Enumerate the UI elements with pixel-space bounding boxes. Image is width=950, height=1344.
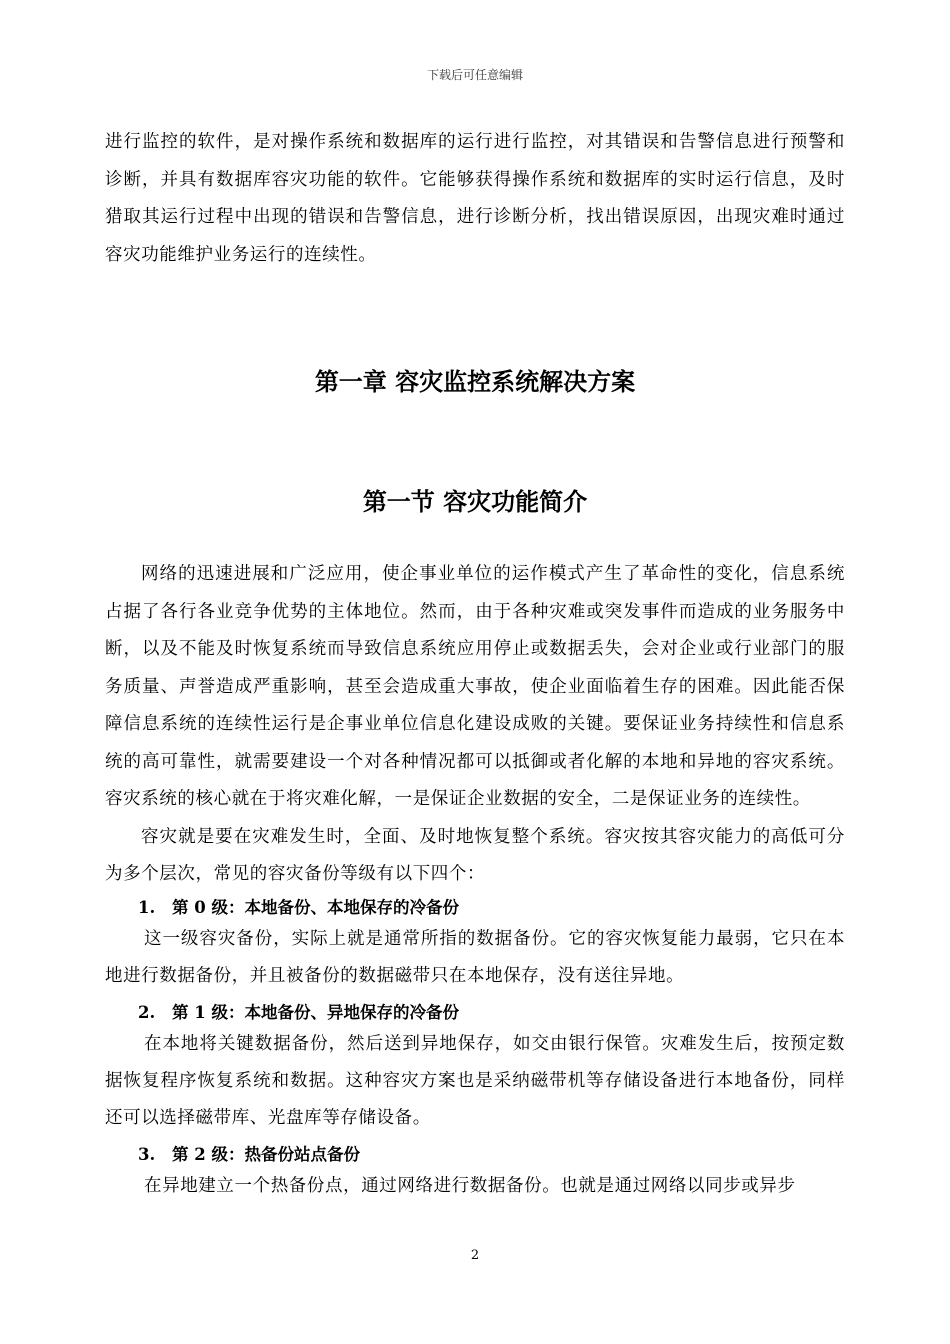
level-text-0: 这一级容灾备份，实际上就是通常所指的数据备份。它的容灾恢复能力最弱，它只在本地进行数据备份，并且被备份的数据磁带只在本地保存，没有送往异地。 bbox=[105, 928, 845, 986]
section-body bbox=[105, 556, 845, 1205]
level-number: 3. bbox=[138, 1144, 156, 1164]
intro-block bbox=[105, 124, 845, 274]
level-heading-2 bbox=[138, 1141, 845, 1168]
page-number: 2 bbox=[470, 1248, 480, 1263]
level-title: 第 2 级：热备份站点备份 bbox=[172, 1144, 360, 1164]
paragraph-1: 网络的迅速进展和广泛应用，使企事业单位的运作模式产生了革命性的变化，信息系统占据了各行各业竞争优势的主体地位。然而，由于各种灾难或突发事件而造成的业务服务中断，以及不能及时恢复系统而导致信息系统应用停止或数据丢失，会对企业或行业部门的服务质量、声誉造成严重影响，甚至会造成重大事故，使企业面临着生存的困难。因此能否保障信息系统的连续性运行是企事业单位信息化建设成败的关键。要保证业务持续性和信息系统的高可靠性，就需要建设一个对各种情况都可以抵御或者化解的本地和异地的容灾系统。容灾系统的核心就在于将灾难化解，一是保证企业数据的安全，二是保证业务的连续性。 bbox=[105, 564, 845, 809]
level-title: 第 0 级：本地备份、本地保存的冷备份 bbox=[172, 897, 459, 917]
level-number: 1. bbox=[138, 897, 156, 917]
level-text-1: 在本地将关键数据备份，然后送到异地保存，如交由银行保管。灾难发生后，按预定数据恢复程序恢复系统和数据。这种容灾方案也是采纳磁带机等存储设备进行本地备份，同样还可以选择磁带库、光盘库等存储设备。 bbox=[105, 1033, 845, 1128]
section-title: 第一节 容灾功能简介 bbox=[362, 488, 588, 516]
level-title: 第 1 级：本地备份、异地保存的冷备份 bbox=[172, 1002, 459, 1022]
chapter-title: 第一章 容灾监控系统解决方案 bbox=[314, 368, 636, 396]
intro-paragraph: 进行监控的软件，是对操作系统和数据库的运行进行监控，对其错误和告警信息进行预警和诊断，并具有数据库容灾功能的软件。它能够获得操作系统和数据库的实时运行信息，及时猎取其运行过程中出现的错误和告警信息，进行诊断分析，找出错误原因，出现灾难时通过容灾功能维护业务运行的连续性。 bbox=[105, 132, 845, 265]
page-header: 下载后可任意编辑 bbox=[426, 68, 523, 82]
level-heading-0 bbox=[138, 894, 845, 921]
level-text-2: 在异地建立一个热备份点，通过网络进行数据备份。也就是通过网络以同步或异步 bbox=[144, 1175, 796, 1196]
level-number: 2. bbox=[138, 1002, 156, 1022]
paragraph-2: 容灾就是要在灾难发生时，全面、及时地恢复整个系统。容灾按其容灾能力的高低可分为多个层次，常见的容灾备份等级有以下四个： bbox=[105, 826, 845, 884]
level-heading-1 bbox=[138, 999, 845, 1026]
